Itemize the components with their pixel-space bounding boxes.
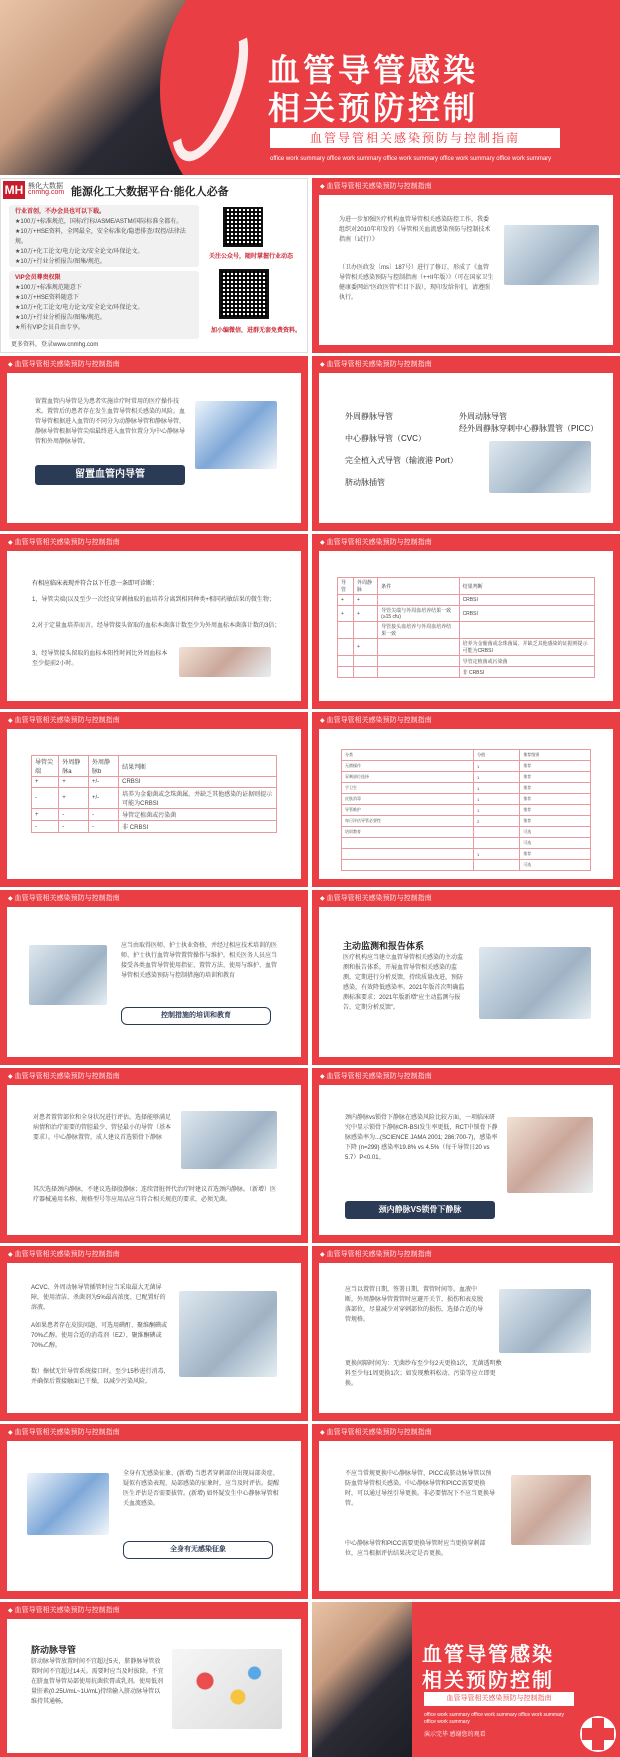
ad-panel-vip-title: VIP会员尊贵权限 <box>15 275 61 281</box>
microscope-photo <box>489 441 591 493</box>
ad-panel-free-title: 行业首创，不办会员也可以下载。 <box>15 209 106 215</box>
slide5-intro: 有相应临床表现并符合以下任意一条即可诊断： <box>32 581 159 587</box>
slide-10 <box>312 890 620 1065</box>
table-cell: 导管维护 <box>342 805 474 816</box>
table-cell: 穿刺部位选择 <box>342 772 474 783</box>
table-cell: + <box>59 788 89 809</box>
content-box <box>7 1441 301 1591</box>
slide10-text: 医疗机构应当建立血管导管相关感染的主动监测和报告体系，开展血管导管相关感染的监测，定期进行分析反馈，持续质量改进，预防感染，有效降低感染率。2021年版首次明确监测标准要求；2021年版新增“应主动监测与报告、定期分析反馈”。 <box>343 955 465 1011</box>
table-cell: 非 CRBSI <box>119 821 277 833</box>
slide-header: ◆ 血管导管相关感染预防与控制指南 <box>320 181 432 191</box>
content-box <box>319 195 613 345</box>
ad-line: ★10万+行业分析报告/图集/规范。 <box>15 259 106 265</box>
cover-title-line1: 血管导管感染 <box>268 52 479 88</box>
table-header: 导管尖端 <box>32 756 59 777</box>
slide-header: ◆ 血管导管相关感染预防与控制指南 <box>320 715 432 725</box>
table-cell: 培养为金葡菌或念珠菌属，并缺乏其他感染的证据则提示可能为CRBSI <box>459 639 594 656</box>
brand-logo: MH <box>4 183 24 197</box>
cover-english: office work summary office work summary office work summary office work summary office work summary <box>270 156 552 162</box>
hospital-room-photo <box>479 947 591 1019</box>
surgical-instruments-photo <box>179 1291 277 1377</box>
slide13-p1: ACVC、外周动脉导管插管时应当采取最大无菌屏障，使用清洁、杀菌剂为5%最高浓度、已配置好的溶液。 <box>31 1285 166 1311</box>
slide-5 <box>0 534 308 709</box>
table-cell: 推荐 <box>520 794 591 805</box>
ad-line: ★所有VIP会员自由专享。 <box>15 325 85 331</box>
table-row <box>338 606 595 622</box>
slide-17 <box>0 1602 308 1757</box>
slide2-p1: 为进一步加强医疗机构血管导管相关感染防控工作，我委组织对2010年印发的《导管相关血流感染预防与控制技术指南（试行）》 <box>339 217 491 243</box>
slide-15 <box>0 1424 308 1599</box>
table-cell: 1 <box>474 772 520 783</box>
ending-subtitle: 血管导管相关感染预防与控制指南 <box>424 1692 574 1706</box>
slide13-p2: A如果患者存在皮肤问题、可选用碘酊、聚维酮碘或70%乙醇。使用合适的消毒剂（EZ）、聚维酮碘或70%乙醇。 <box>31 1323 168 1349</box>
table-header: 推荐级别 <box>520 750 591 761</box>
table-cell <box>474 860 520 871</box>
table-cell <box>342 849 474 860</box>
ad-slide <box>0 178 308 353</box>
catheter-type-item: 经外周静脉穿刺中心静脉置管（PICC） <box>459 424 599 433</box>
table-cell: 推荐 <box>520 805 591 816</box>
table-cell: 导管尖端与外周血培养结果一致(≥15 cfu) <box>378 606 459 622</box>
table-cell: +/- <box>89 788 119 809</box>
qr-code-icon <box>223 207 263 247</box>
table-cell: - <box>59 821 89 833</box>
table-cell <box>342 838 474 849</box>
content-box <box>319 1441 613 1591</box>
slide9-text: 应当由取得医师、护士执业资格，并经过相应技术培训的医师、护士执行血管导管置管操作与维护。相关医务人员应当接受各类血管导管使用指征、置管方法、使用与维护、血管导管相关感染预防与控制措施的培训和教育 <box>121 943 278 979</box>
table-cell: - <box>59 809 89 821</box>
table-row <box>342 860 591 871</box>
slide-13 <box>0 1246 308 1421</box>
table-cell: - <box>32 788 59 809</box>
content-box <box>7 373 301 523</box>
table-cell: +/- <box>89 777 119 788</box>
slide-16 <box>312 1424 620 1599</box>
iv-drip-photo <box>511 1475 591 1545</box>
content-box <box>7 1263 301 1413</box>
table-header: 分值 <box>474 750 520 761</box>
slide10-heading: 主动监测和报告体系 <box>343 941 425 951</box>
table-row <box>338 622 595 639</box>
ad-line: ★10万+行业分析报告/图集/规范。 <box>15 315 106 321</box>
table-cell: 1 <box>474 783 520 794</box>
diagnosis-item: 1、导管尖端(以及至少一次经皮穿刺抽取的血培养分离到相同种类+相同药敏结果的微生物； <box>32 597 275 603</box>
slide-header: ◆ 血管导管相关感染预防与控制指南 <box>8 893 120 903</box>
table-row <box>342 838 591 849</box>
slide16-p2: 中心静脉导管和PICC需要更换导管时应当更换穿刺部位，应当根据评估结果决定是否更换。 <box>345 1541 486 1557</box>
slide-header: ◆ 血管导管相关感染预防与控制指南 <box>320 537 432 547</box>
table-cell: + <box>354 595 378 606</box>
table-row <box>32 788 277 809</box>
table-row <box>342 783 591 794</box>
table-cell <box>378 639 459 656</box>
table-cell: 每日评估导管必要性 <box>342 816 474 827</box>
table-cell: 推荐 <box>520 849 591 860</box>
table-cell: 推荐 <box>520 783 591 794</box>
slide-header: ◆ 血管导管相关感染预防与控制指南 <box>8 1249 120 1259</box>
slide-header: ◆ 血管导管相关感染预防与控制指南 <box>8 1605 120 1615</box>
ad-panel-vip <box>9 271 199 339</box>
table-cell: 推荐 <box>520 772 591 783</box>
table-cell: 培养为金葡菌或念珠菌属，并缺乏其他感染的证据则提示可能为CRBSI <box>119 788 277 809</box>
slide-header: ◆ 血管导管相关感染预防与控制指南 <box>320 893 432 903</box>
table-cell <box>354 667 378 678</box>
slide-header: ◆ 血管导管相关感染预防与控制指南 <box>320 359 432 369</box>
diagnosis-table <box>31 755 277 833</box>
slide-2 <box>312 178 620 353</box>
table-cell: CRBSI <box>459 595 594 606</box>
test-tubes-photo <box>181 1111 277 1169</box>
table-cell: 培训教育 <box>342 827 474 838</box>
slide-11 <box>0 1068 308 1243</box>
stethoscope-photo <box>27 1473 109 1535</box>
slide-header: ◆ 血管导管相关感染预防与控制指南 <box>8 1427 120 1437</box>
table-cell <box>338 667 354 678</box>
ending-title-line1: 血管导管感染 <box>422 1644 554 1666</box>
table-cell: 推荐 <box>520 761 591 772</box>
ad-panel-free <box>9 205 199 267</box>
table-header: 外周静脉b <box>89 756 119 777</box>
blood-pressure-photo <box>312 1602 412 1757</box>
table-row <box>342 772 591 783</box>
table-cell: CRBSI <box>119 777 277 788</box>
ad-line: ★10万+化工论文/电力论文/安全论文/环保论文。 <box>15 305 144 311</box>
table-row <box>32 777 277 788</box>
table-row <box>32 821 277 833</box>
slide15-text: 全身有无感染征象、(新增) 当患者穿刺部位出现局部炎症、疑似有感染表现、局部感染的征象时，应当及时评估。提醒医生评估是否需要拔管。(新增) 如怀疑发生中心静脉导管相关血流感染。 <box>123 1471 280 1507</box>
slide17-text: 脐动脉导管放置时间不宜超过5天，脐静脉导管放置时间不宜超过14天。需要时应当及时拔除。不宜在脐血管导管局部使用抗菌软膏或乳剂。使用低剂量肝素(0.25U/mL~1U/mL)持续输入脐动脉导管以维持其通畅。 <box>31 1659 164 1705</box>
cover-subtitle: 血管导管相关感染预防与控制指南 <box>270 128 560 148</box>
qr-caption-1: 关注公众号，随时掌握行业动态 <box>209 254 294 260</box>
table-cell: 2 <box>474 816 520 827</box>
slide14-p1: 应当以置管日期，签署日期，置管时间等。血液中断，外周静脉导管置管时应避开关节、损伤和表皮脱落部位，尽量减少对穿刺部位的损伤，选择合适的导管规格。 <box>345 1287 484 1323</box>
slide13-p3: 数）擦拭无针导管系统接口时，至少15秒进行消毒，并确保后置接触面已干燥，以减少污染风险。 <box>31 1369 170 1385</box>
table-header: 外周静脉a <box>59 756 89 777</box>
table-cell: 1 <box>474 849 520 860</box>
table-row <box>342 816 591 827</box>
table-cell: 可选 <box>520 827 591 838</box>
table-cell: + <box>32 809 59 821</box>
table-row <box>342 805 591 816</box>
content-box <box>7 1619 301 1753</box>
table-row <box>338 667 595 678</box>
slide-header: ◆ 血管导管相关感染预防与控制指南 <box>8 715 120 725</box>
ad-title: 能源化工大数据平台·能化人必备 <box>71 186 229 198</box>
indwelling-catheter-button[interactable]: 留置血管内导管 <box>35 465 185 485</box>
slide2-p2: （卫办医政发〔ms〕187号）进行了修订，形成了《血管导管相关感染预防与控制指南（++II年版）》（可在国家卫生健康委网站“医政医管”栏目下载），现印发给你们，请遵照执行。 <box>339 265 494 301</box>
slide-header: ◆ 血管导管相关感染预防与控制指南 <box>320 1427 432 1437</box>
ending-title-line2: 相关预防控制 <box>422 1670 554 1692</box>
content-box <box>319 1263 613 1413</box>
qr-caption-2: 加小编微信，进群无套免费资料。 <box>211 328 302 334</box>
catheter-type-item: 外周动脉导管 <box>459 412 507 421</box>
table-header: 外周静脉 <box>354 578 378 595</box>
slide-7 <box>0 712 308 887</box>
cover-slide <box>0 0 620 175</box>
slide-header: ◆ 血管导管相关感染预防与控制指南 <box>8 1071 120 1081</box>
syringe-photo <box>179 647 271 677</box>
table-cell: + <box>32 777 59 788</box>
slide16-p1: 不应当常规更换中心静脉导管、PICC或脐动脉导管以预防血管导管相关感染。中心静脉导管和PICC需要更换时，可以通过导丝引导更换。非必要情况下不应当更换导管。 <box>345 1471 496 1507</box>
table-cell: + <box>338 595 354 606</box>
table-cell: 导管定植菌或污染菌 <box>459 656 594 667</box>
diagnosis-item: 3、经导管接头留取的血标本阳性时间比外周血标本至少提前2小时。 <box>32 651 168 667</box>
table-cell: 1 <box>474 761 520 772</box>
table-cell: + <box>354 606 378 622</box>
training-button[interactable]: 控制措施的培训和教育 <box>121 1007 271 1025</box>
table-header: 分类 <box>342 750 474 761</box>
table-cell: 手卫生 <box>342 783 474 794</box>
table-row <box>32 809 277 821</box>
ending-slide <box>312 1602 620 1757</box>
table-row <box>342 761 591 772</box>
slide14-p2: 更换间隔时间为：无菌纱布至少每2天更换1次，无菌透明敷料至少每1周更换1次；如发现敷料松动、污染等应立即更换。 <box>345 1361 502 1387</box>
medical-cross-icon <box>580 1716 616 1752</box>
patient-care-photo <box>507 1117 593 1193</box>
table-cell: + <box>59 777 89 788</box>
ad-line: ★10万+化工论文/电力论文/安全论文/环保论文。 <box>15 249 144 255</box>
slide-3 <box>0 356 308 531</box>
table-cell: + <box>338 606 354 622</box>
slide-6 <box>312 534 620 709</box>
slide11-p2: 其次选择颈内静脉，不建议选择股静脉；连续肾脏替代治疗时建议首选颈内静脉。（新增）医疗器械通用名称、规格型号等应用品应当符合相关规范的要求，必须无菌。 <box>33 1187 277 1203</box>
table-cell <box>338 639 354 656</box>
ending-english: office work summary office work summary office work summary office work summary <box>424 1712 565 1725</box>
slide-header: ◆ 血管导管相关感染预防与控制指南 <box>8 537 120 547</box>
table-cell: 导管定植菌或污染菌 <box>119 809 277 821</box>
table-cell: 非 CRBSI <box>459 667 594 678</box>
table-cell <box>378 656 459 667</box>
table-cell: 1 <box>474 805 520 816</box>
content-box <box>319 907 613 1057</box>
content-box <box>7 551 301 701</box>
table-cell <box>354 656 378 667</box>
slide-4 <box>312 356 620 531</box>
slide3-text: 留置血管内导管是为患者实施诊疗时常用的医疗操作技术。置管后的患者存在发生血管导管相关感染的风险。血管导管根据进入血管的不同分为动静脉导管和静脉导管，静脉导管根据导管尖端最终进入血管位置分为中心静脉导管和外周静脉导管。 <box>35 399 186 445</box>
infection-signs-button[interactable]: 全身有无感染征象 <box>123 1541 273 1559</box>
table-cell <box>459 622 594 639</box>
slide12-text: 颈内静脉vs锁骨下静脉在感染风险比较方面，一项临床研究中显示锁骨下静脉CR-BSI发生率更低，RCT中锁骨下静脉感染率为...(SCIENCE JAMA 2001; 286:700-7)，感染率下降 (n=299) 感染率19.8% vs 4.5%（每千导管日20 vs 5.7）P<0.01。 <box>345 1115 498 1161</box>
table-cell <box>474 827 520 838</box>
table-header: 条件 <box>378 578 459 595</box>
table-cell <box>354 622 378 639</box>
table-cell: 皮肤消毒 <box>342 794 474 805</box>
table-cell: 1 <box>474 794 520 805</box>
content-box <box>319 1085 613 1235</box>
table-cell: 无菌操作 <box>342 761 474 772</box>
blood-samples-photo <box>499 1289 591 1353</box>
pills-photo <box>172 1649 282 1729</box>
catheter-type-item: 中心静脉导管（CVC） <box>345 434 426 443</box>
table-row <box>338 656 595 667</box>
score-table <box>341 749 591 871</box>
slide-header: ◆ 血管导管相关感染预防与控制指南 <box>320 1249 432 1259</box>
content-box <box>7 729 301 879</box>
slide-header: ◆ 血管导管相关感染预防与控制指南 <box>8 359 120 369</box>
ad-line: ★10万+HSE资料，全网最全，安全标准化/隐患排查/双控/法律法规。 <box>15 229 186 245</box>
table-header: 结果判断 <box>459 578 594 595</box>
doctor-microscope-photo <box>29 945 107 1005</box>
slide11-p1: 对患者置管部位和全身状况进行评估。选择能够满足病情和治疗需要的管腔最少、管径最小的导管（基本要求）。中心静脉置管，成人建议首选锁骨下静脉 <box>33 1115 172 1141</box>
table-cell: 推荐 <box>520 816 591 827</box>
table-cell <box>338 622 354 639</box>
vein-comparison-button[interactable]: 颈内静脉VS锁骨下静脉 <box>345 1201 495 1219</box>
table-cell: 可选 <box>520 838 591 849</box>
table-cell: CRBSI <box>459 606 594 622</box>
slide-8 <box>312 712 620 887</box>
catheter-type-item: 外周静脉导管 <box>345 412 393 421</box>
slide-12 <box>312 1068 620 1243</box>
medical-tablet-photo <box>195 401 277 469</box>
table-header: 导管 <box>338 578 354 595</box>
table-cell <box>338 656 354 667</box>
catheter-type-item: 脐动脉插管 <box>345 478 385 487</box>
brand-name: 熊化大数据 <box>28 183 63 190</box>
ad-line: ★100万+标准规范随意下 <box>15 285 82 291</box>
qr-code-icon <box>219 269 269 319</box>
diagnosis-item: 2,对于定量血培养而言，经导管接头留取的血标本菌落计数至少为外周血标本菌落计数的3倍； <box>32 623 281 629</box>
cover-title-line2: 相关预防控制 <box>268 90 479 126</box>
content-box <box>319 551 613 701</box>
lab-equipment-photo <box>504 225 599 285</box>
table-cell <box>378 667 459 678</box>
content-box <box>319 729 613 879</box>
table-cell: - <box>32 821 59 833</box>
table-row <box>338 595 595 606</box>
table-cell: 可选 <box>520 860 591 871</box>
ad-line: ★10万+HSE资料随意下 <box>15 295 79 301</box>
brand-site[interactable]: cnmhg.com <box>28 189 65 196</box>
table-row <box>342 849 591 860</box>
slide-14 <box>312 1246 620 1421</box>
table-header: 结果判断 <box>119 756 277 777</box>
table-row <box>342 794 591 805</box>
diagnosis-table <box>337 577 595 678</box>
table-cell: + <box>354 639 378 656</box>
ad-line: ★100万+标准规范，国标/行标/ASME/ASTM/国际标准全都有。 <box>15 219 183 225</box>
ad-footer[interactable]: 更多资料，登录www.cnmhg.com <box>11 342 99 348</box>
slide17-heading: 脐动脉导管 <box>31 1645 77 1655</box>
table-cell <box>474 838 520 849</box>
ending-thanks: 演示完毕 感谢您的观看 <box>424 1732 486 1738</box>
table-cell <box>342 860 474 871</box>
content-box <box>7 907 301 1057</box>
catheter-type-item: 完全植入式导管（输液港 Port） <box>345 456 458 465</box>
table-cell: - <box>89 821 119 833</box>
content-box <box>319 373 613 523</box>
table-cell <box>378 595 459 606</box>
content-box <box>7 1085 301 1235</box>
table-cell: - <box>89 809 119 821</box>
table-cell: 导管接头血培养与外周血培养结果一致 <box>378 622 459 639</box>
slide-header: ◆ 血管导管相关感染预防与控制指南 <box>320 1071 432 1081</box>
table-row <box>342 827 591 838</box>
table-row <box>338 639 595 656</box>
slide-9 <box>0 890 308 1065</box>
